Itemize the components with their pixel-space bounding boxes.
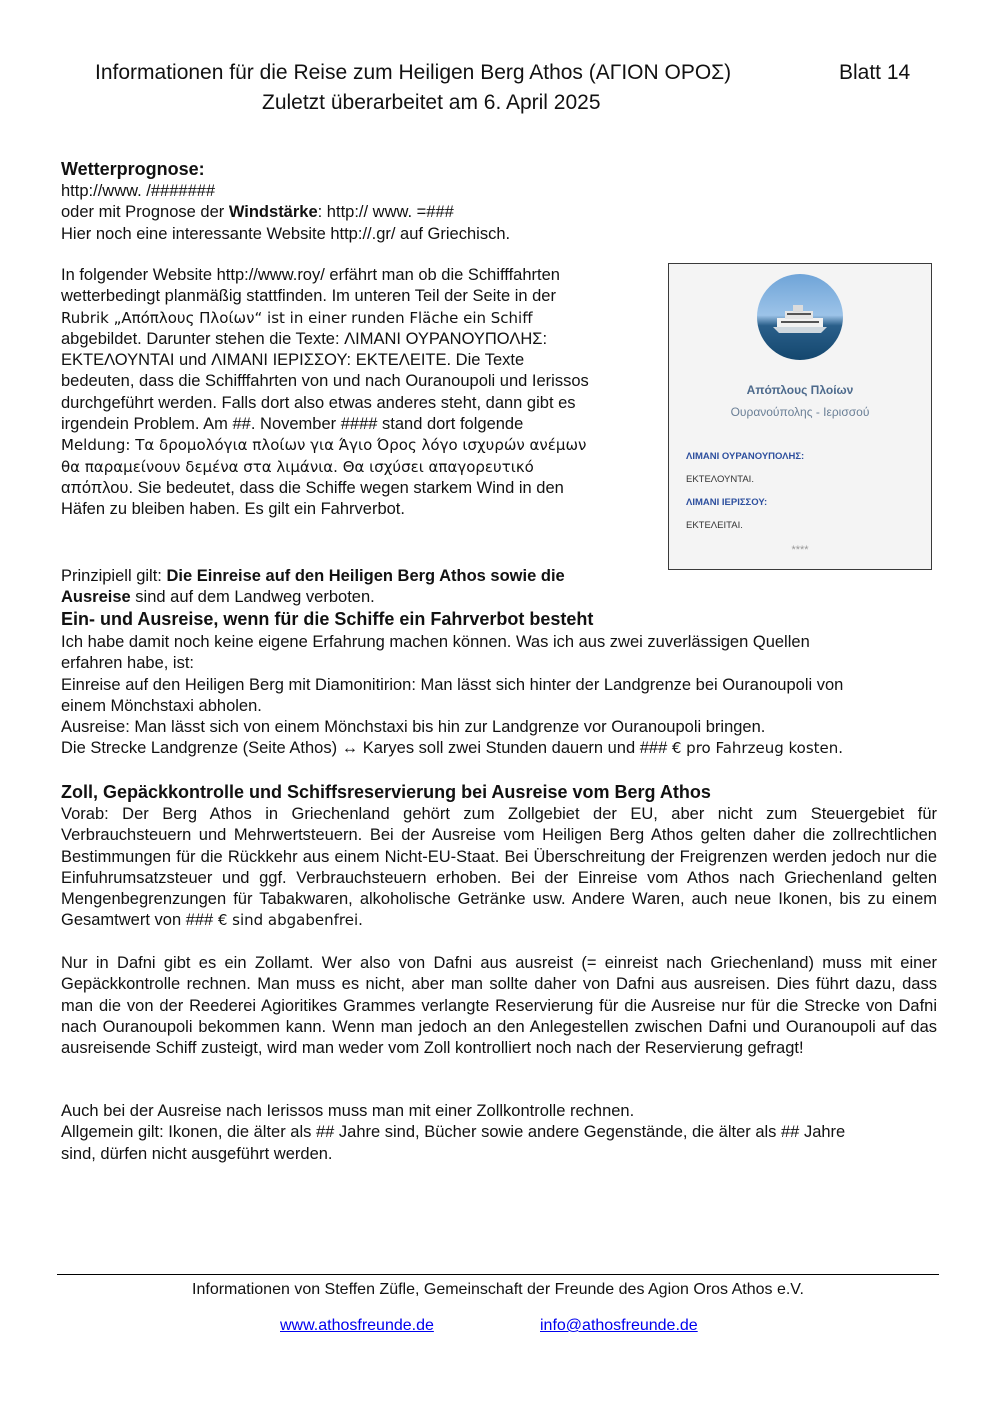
departures-title: Απόπλους Πλοίων <box>746 383 854 397</box>
port-ouranoupoli: ΛΙΜΑΝΙ ΟΥΡΑΝΟΥΠΟΛΗΣ: <box>686 451 805 462</box>
customs-para-3-line: Auch bei der Ausreise nach Ierissos muss man mit einer Zollkontrolle rechnen. <box>61 1102 635 1120</box>
ferry-line: wetterbedingt planmäßig stattfinden. Im unteren Teil der Seite in der <box>61 287 556 306</box>
ferry-line: απόπλου. Sie bedeutet, dass die Schiffe wegen starkem Wind in den <box>61 478 564 497</box>
customs-para-1-end: € sind abgabenfrei. <box>217 911 363 930</box>
landweg-intro-bold: Die Einreise auf den Heiligen Berg Athos sowie die <box>166 567 565 585</box>
footer-divider <box>57 1274 939 1275</box>
route-subtitle: Ουρανούπολης - Ιερισσού <box>730 405 870 419</box>
landweg-line: Einreise auf den Heiligen Berg mit Diamonitirion: Man lässt sich hinter der Landgrenze bei Ouranoupoli von <box>61 675 844 694</box>
landweg-line-last <box>61 738 843 759</box>
landweg-intro-bold-2: Ausreise <box>61 588 131 607</box>
landweg-intro-line-1 <box>61 566 565 587</box>
ferry-line: irgendein Problem. Am ##. November #### stand dort folgende <box>61 415 524 434</box>
landweg-last-pre: Die Strecke Landgrenze (Seite Athos) ↔ Karyes soll zwei Stunden dauern und ### <box>61 739 672 758</box>
customs-para-1-text: Vorab: Der Berg Athos in Griechenland gehört zum Zollgebiet der EU, aber nicht zum Steuergebiet für Verbrauchsteuern und Mehrwertsteuern. Bei der Ausreise vom Heiligen Berg Athos gelten daher die zollrechtlichen Bestimmungen für die Rückkehr aus einem Nicht-EU-Staat. Bei Überschreitung der Freigrenzen werden jedoch nur die Einfuhrumsatzsteuer und ggf. Verbrauchsteuern erhoben. Bei der Einreise vom Athos nach Griechenland gelten Mengenbegrenzungen für Tabakwaren, alkoholische Getränke usw. Andere Waren, auch neue Ikonen, bis zu einem Gesamtwert von ### <box>61 805 937 930</box>
document-title <box>95 61 911 85</box>
website-link[interactable]: www.athosfreunde.de <box>280 1317 434 1334</box>
customs-para-3 <box>61 1101 845 1165</box>
landweg-intro <box>61 566 565 609</box>
weather-line-2-bold: Windstärke <box>228 203 318 222</box>
landweg-line: Ich habe damit noch keine eigene Erfahrung machen können. Was ich aus zwei zuverlässigen Quellen <box>61 633 810 651</box>
ferry-line: Häfen zu bleiben haben. Es gilt ein Fahrverbot. <box>61 500 405 519</box>
ferry-line: durchgeführt werden. Falls dort also etwas anderes steht, dann gibt es <box>61 393 576 412</box>
weather-line-3: Hier noch eine interessante Website http://.gr/ auf Griechisch. <box>61 224 511 243</box>
landweg-intro-post: sind auf dem Landweg verboten. <box>130 588 375 607</box>
customs-para-3-line: sind, dürfen nicht ausgeführt werden. <box>61 1144 333 1163</box>
ferry-line: θα παραμείνουν δεμένα στα λιμάνια. Θα ισχύσει απαγορευτικό <box>61 457 534 476</box>
landweg-intro-line-2 <box>61 587 565 608</box>
ferry-line: Rubrik „Απόπλους Πλοίων“ ist in einer runden Fläche ein Schiff <box>61 308 533 327</box>
weather-line-2-pre: oder mit Prognose der <box>61 203 229 222</box>
customs-para-3-line: Allgemein gilt: Ikonen, die älter als ## Jahre sind, Bücher sowie andere Gegenstände, die älter als ## Jahre <box>61 1123 846 1142</box>
stars-mark: **** <box>791 544 809 556</box>
landweg-line: Ausreise: Man lässt sich von einem Mönchstaxi bis hin zur Landgrenze vor Ouranoupoli bringen. <box>61 718 766 737</box>
weather-line-2 <box>61 202 510 223</box>
weather-line-1: http://www. /####### <box>61 182 216 200</box>
landweg-heading: Ein- und Ausreise, wenn für die Schiffe ein Fahrverbot besteht <box>61 609 594 629</box>
sheet-number: Blatt 14 <box>839 61 911 84</box>
revision-date: Zuletzt überarbeitet am 6. April 2025 <box>262 91 601 114</box>
ferry-paragraph <box>61 265 589 521</box>
ferry-line: ΕΚΤΕΛΟΥΝΤΑΙ und ΛΙΜΑΝΙ ΙΕΡΙΣΣΟΥ: ΕΚΤΕΛΕΙΤΕ. Die Texte <box>61 351 525 370</box>
weather-line-2-post: : http:// www. =### <box>317 203 454 222</box>
ferry-status-screenshot <box>668 263 932 570</box>
customs-para-2: Nur in Dafni gibt es ein Zollamt. Wer also von Dafni aus ausreist (= einreist nach Griechenland) muss mit einer Gepäckkontrolle rechnen. Man muss es nicht, aber man sollte daher von Dafni aus ausreisen. Dies führt dazu, dass man die von der Reederei Agioritikes Grammes verlangte Reservierung für die Ausreise nur für die Strecke von Dafni nach Ouranoupoli bekommen kann. Wenn man jedoch an den Anlegestellen zwischen Dafni und Ouranoupoli auf das ausreisende Schiff zusteigt, wird man weder vom Zoll kontrolliert noch nach der Reservierung gefragt! <box>61 954 937 1058</box>
title-text: Informationen für die Reise zum Heiligen Berg Athos (ΑΓΙΟΝ ΟΡΟΣ) <box>95 61 732 84</box>
landweg-intro-pre: Prinzipiell gilt: <box>61 567 167 585</box>
weather-heading: Wetterprognose: <box>61 159 205 179</box>
customs-para-1 <box>61 804 937 932</box>
landweg-last-post: € pro Fahrzeug kosten. <box>671 739 844 758</box>
ferry-line: abgebildet. Darunter stehen die Texte: ΛΙΜΑΝΙ ΟΥΡΑΝΟΥΠΟΛΗΣ: <box>61 329 548 348</box>
ship-icon <box>771 304 829 334</box>
email-link[interactable]: info@athosfreunde.de <box>540 1317 698 1334</box>
ship-photo <box>757 274 843 360</box>
status-ierissos: ΕΚΤΕΛΕΙΤΑΙ. <box>686 520 743 531</box>
ferry-line: bedeuten, dass die Schifffahrten von und nach Ouranoupoli und Ierissos <box>61 372 589 391</box>
weather-block <box>61 181 510 245</box>
landweg-line: einem Mönchstaxi abholen. <box>61 696 262 715</box>
footer-text: Informationen von Steffen Züfle, Gemeinschaft der Freunde des Agion Oros Athos e.V. <box>192 1281 804 1298</box>
ferry-line: In folgender Website http://www.roy/ erfährt man ob die Schifffahrten <box>61 266 560 284</box>
landweg-line: erfahren habe, ist: <box>61 654 194 673</box>
landweg-paragraph <box>61 632 843 760</box>
ferry-line: Meldung: Τα δρομολόγια πλοίων για Άγιο Όρος λόγο ισχυρών ανέμων <box>61 436 587 455</box>
port-ierissos: ΛΙΜΑΝΙ ΙΕΡΙΣΣΟΥ: <box>686 497 768 508</box>
status-ouranoupoli: ΕΚΤΕΛΟΥΝΤΑΙ. <box>686 474 754 485</box>
customs-heading: Zoll, Gepäckkontrolle und Schiffsreservierung bei Ausreise vom Berg Athos <box>61 782 711 802</box>
